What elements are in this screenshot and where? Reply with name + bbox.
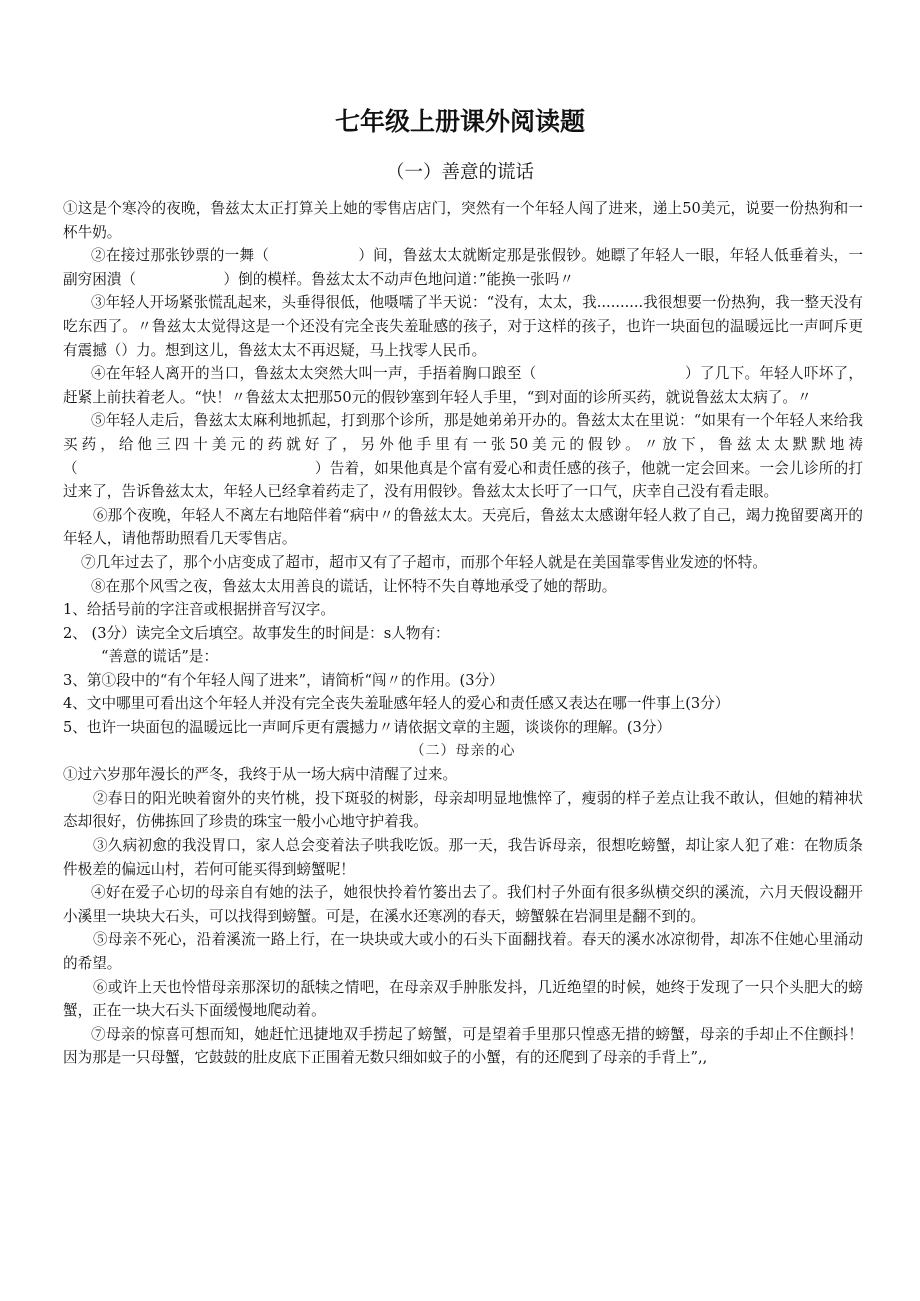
section-2-para-5: ⑤母亲不死心，沿着溪流一路上行，在一块块或大或小的石头下面翻找着。春天的溪水冰凉彻骨，却冻不住她心里涌动的希望。 (63, 931, 863, 972)
section-2-title: （二）母亲的心 (410, 742, 516, 759)
section-2-para-4: ④好在爱子心切的母亲自有她的法子，她很快拎着竹篓出去了。我们村子外面有很多纵横交织的溪流，六月天假设翻开小溪里一块块大石头，可以找得到螃蟹。可是，在溪水还寒冽的春天，螃蟹躲在岩洞里是翻不到的。 (63, 884, 863, 925)
section-1-para-6: ⑥那个夜晚，年轻人不离左右地陪伴着“病中〃的鲁兹太太。天亮后，鲁兹太太感谢年轻人救了自己，竭力挽留要离开的年轻人，请他帮助照看几天零售店。 (63, 506, 863, 548)
section-1-para-4: ④在年轻人离开的当口，鲁兹太太突然大叫一声，手捂着胸口踉至（ ）了几下。年轻人吓坏了，赶紧上前扶着老人。“快！〃鲁兹太太把那50元的假钞塞到年轻人手里，“到对面的诊所买药，就说鲁兹太太病了。〃 (63, 365, 863, 406)
section-1-para-8: ⑧在那个风雪之夜，鲁兹太太用善良的谎话，让怀特不失自尊地承受了她的帮助。 (91, 577, 617, 595)
question-2-cont: “善意的谎话”是： (101, 648, 219, 666)
section-2-para-2: ②春日的阳光映着窗外的夹竹桃，投下斑驳的树影，母亲却明显地憔悴了，瘦弱的样子差点让我不敢认，但她的精神状态却很好，仿佛拣回了珍贵的珠宝一般小心地守护着我。 (63, 789, 863, 831)
section-1-para-1: ①这是个寒冷的夜晚，鲁兹太太正打算关上她的零售店店门，突然有一个年轻人闯了进来，递上50美元，说要一份热狗和一杯牛奶。 (63, 200, 863, 241)
section-1-title: （一）善意的谎话 (385, 162, 534, 183)
question-1: 1、给括号前的字注音或根据拼音写汉字。 (63, 601, 335, 619)
question-4: 4、文中哪里可看出这个年轻人并没有完全丧失羞耻感年轻人的爱心和责任感又表达在哪一件事上(3分） (63, 695, 730, 713)
section-2-para-7: ⑦母亲的惊喜可想而知，她赶忙迅捷地双手捞起了螃蟹，可是望着手里那只惶惑无措的螃蟹，母亲的手却止不住颤抖！因为那是一只母蟹，它鼓鼓的肚皮底下正围着无数只细如蚊子的小蟹，有的还爬到了母亲的手背上”,, (63, 1025, 863, 1067)
question-5: 5、也许一块面包的温暖远比一声呵斥更有震撼力〃请依据文章的主题，谈谈你的理解。(3分） (63, 719, 672, 737)
page-title: 七年级上册课外阅读题 (334, 107, 585, 136)
section-2-para-6: ⑥或许上天也怜惜母亲那深切的舐犊之情吧，在母亲双手肿胀发抖，几近绝望的时候，她终于发现了一只个头肥大的螃蟹，正在一块大石头下面缓慢地爬动着。 (63, 978, 863, 1020)
section-1-para-7: ⑦几年过去了，那个小店变成了超市，超市又有了子超市，而那个年轻人就是在美国靠零售业发迹的怀特。 (81, 553, 767, 571)
section-1-para-3: ③年轻人开场紧张慌乱起来，头垂得很低，他嗫嚅了半天说：“没有，太太，我..........我很想要一份热狗，我一整天没有吃东西了。〃鲁兹太太觉得这是一个还没有完全丧失羞耻感的孩子，对于这样的孩子，也许一块面包的温暖远比一声呵斥更有震撼（）力。想到这儿，鲁兹太太不再迟疑，马上找零人民币。 (63, 294, 863, 359)
section-2-para-3: ③久病初愈的我没胃口，家人总会变着法子哄我吃饭。那一天，我告诉母亲，很想吃螃蟹，却让家人犯了难：在物质条件极差的偏远山村，若何可能买得到螃蟹呢！ (63, 837, 863, 878)
section-1-para-2: ②在接过那张钞票的一舞（ ）间，鲁兹太太就断定那是张假钞。她瞟了年轻人一眼，年轻人低垂着头，一副穷困潰（ ）倒的模样。鲁兹太太不动声色地问道：”能换一张吗〃 (63, 247, 863, 288)
section-1-para-5: ⑤年轻人走后，鲁兹太太麻利地抓起，打到那个诊所，那是她弟弟开办的。鲁兹太太在里说：“如果有一个年轻人来给我买药，给他三四十美元的药就好了，另外他手里有一张50美元的假钞。〃放下，鲁兹太太默默地祷（ ）告着，如果他真是个富有爱心和责任感的孩子，他就一定会回来。一会儿诊所的打过来了，告诉鲁兹太太，年轻人已经拿着药走了，没有用假钞。鲁兹太太长吁了一口气，庆幸自己没有看走眼。 (63, 412, 863, 501)
question-2: 2、 (3分）读完全文后填空。故事发生的时间是：s人物有： (63, 624, 450, 642)
section-2-para-1: ①过六岁那年漫长的严冬，我终于从一场大病中清醒了过来。 (63, 766, 458, 784)
document-body (63, 197, 863, 1070)
question-3: 3、第①段中的“有个年轻人闯了进来”，请简析“闯〃的作用。(3分） (63, 671, 504, 689)
